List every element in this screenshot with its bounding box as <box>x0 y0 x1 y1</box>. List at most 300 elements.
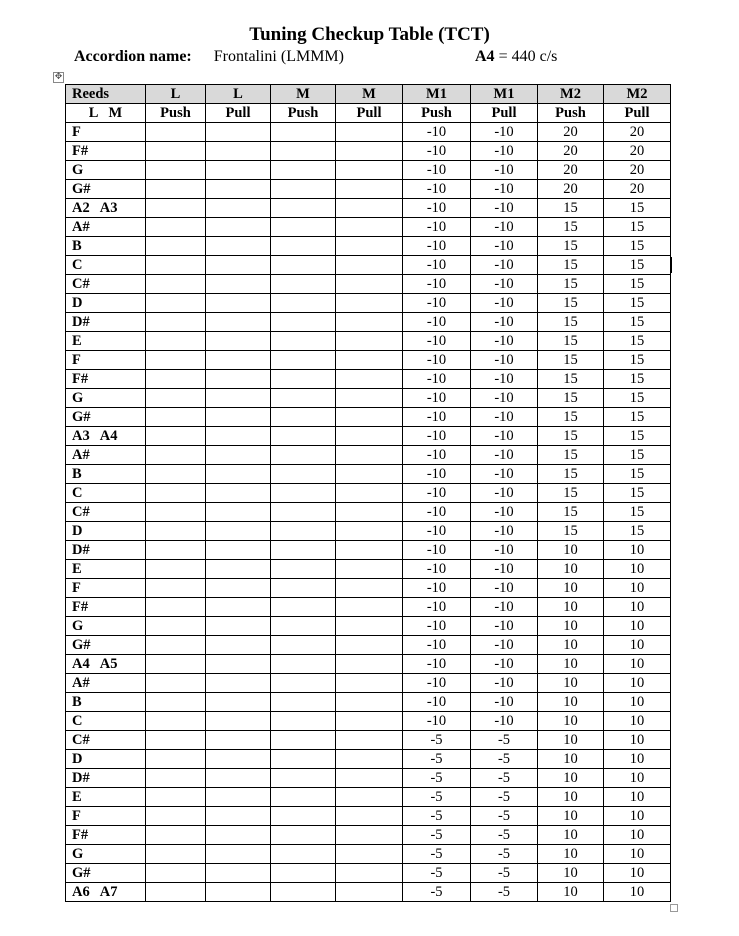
note-cell[interactable]: G <box>66 845 146 864</box>
tuning-value-cell[interactable] <box>336 199 403 218</box>
tuning-value-cell[interactable] <box>336 351 403 370</box>
tuning-value-cell[interactable]: 15 <box>538 199 604 218</box>
tuning-value-cell[interactable] <box>146 522 206 541</box>
tuning-value-cell[interactable] <box>336 845 403 864</box>
tuning-value-cell[interactable] <box>146 142 206 161</box>
tuning-value-cell[interactable] <box>206 465 271 484</box>
tuning-value-cell[interactable]: 20 <box>538 180 604 199</box>
tuning-value-cell[interactable] <box>336 598 403 617</box>
tuning-value-cell[interactable]: 10 <box>604 712 671 731</box>
tuning-value-cell[interactable] <box>206 180 271 199</box>
tuning-value-cell[interactable] <box>206 484 271 503</box>
tuning-value-cell[interactable]: -10 <box>403 332 471 351</box>
note-cell[interactable]: D <box>66 522 146 541</box>
tuning-value-cell[interactable] <box>271 864 336 883</box>
tuning-value-cell[interactable] <box>146 275 206 294</box>
tuning-value-cell[interactable] <box>146 579 206 598</box>
tuning-value-cell[interactable] <box>336 123 403 142</box>
tuning-value-cell[interactable]: 20 <box>538 142 604 161</box>
tuning-value-cell[interactable] <box>271 883 336 902</box>
tuning-value-cell[interactable]: -10 <box>403 712 471 731</box>
note-cell[interactable]: B <box>66 237 146 256</box>
tuning-value-cell[interactable]: -5 <box>471 769 538 788</box>
tuning-value-cell[interactable]: -10 <box>403 237 471 256</box>
tuning-value-cell[interactable]: -10 <box>471 370 538 389</box>
tuning-value-cell[interactable] <box>271 123 336 142</box>
tuning-value-cell[interactable] <box>336 427 403 446</box>
tuning-value-cell[interactable] <box>271 180 336 199</box>
tuning-value-cell[interactable] <box>336 389 403 408</box>
note-cell[interactable]: C <box>66 484 146 503</box>
tuning-value-cell[interactable]: -10 <box>403 598 471 617</box>
tuning-value-cell[interactable]: 10 <box>538 712 604 731</box>
accordion-name-value[interactable] <box>198 47 412 67</box>
tuning-value-cell[interactable] <box>146 845 206 864</box>
tuning-value-cell[interactable]: -5 <box>471 731 538 750</box>
tuning-value-cell[interactable]: -10 <box>471 617 538 636</box>
tuning-value-cell[interactable] <box>206 541 271 560</box>
tuning-value-cell[interactable]: 10 <box>538 693 604 712</box>
tuning-value-cell[interactable] <box>336 674 403 693</box>
note-cell[interactable]: A4 A5 <box>66 655 146 674</box>
note-cell[interactable]: A6 A7 <box>66 883 146 902</box>
note-cell[interactable]: G <box>66 161 146 180</box>
tuning-value-cell[interactable]: 10 <box>604 788 671 807</box>
tuning-value-cell[interactable]: 10 <box>604 826 671 845</box>
tuning-value-cell[interactable] <box>336 883 403 902</box>
note-cell[interactable]: C# <box>66 731 146 750</box>
tuning-value-cell[interactable] <box>146 237 206 256</box>
tuning-value-cell[interactable] <box>336 655 403 674</box>
tuning-value-cell[interactable]: -10 <box>471 522 538 541</box>
tuning-value-cell[interactable]: -10 <box>403 218 471 237</box>
tuning-value-cell[interactable]: -10 <box>471 332 538 351</box>
tuning-value-cell[interactable]: 15 <box>604 503 671 522</box>
tuning-value-cell[interactable] <box>271 389 336 408</box>
tuning-value-cell[interactable] <box>336 503 403 522</box>
tuning-value-cell[interactable] <box>336 807 403 826</box>
tuning-value-cell[interactable]: -10 <box>403 465 471 484</box>
tuning-value-cell[interactable]: -10 <box>471 598 538 617</box>
tuning-value-cell[interactable] <box>146 655 206 674</box>
tuning-value-cell[interactable]: 10 <box>604 883 671 902</box>
tuning-value-cell[interactable]: 10 <box>604 636 671 655</box>
tuning-value-cell[interactable]: -10 <box>471 655 538 674</box>
tuning-value-cell[interactable]: 20 <box>604 161 671 180</box>
tuning-value-cell[interactable] <box>336 142 403 161</box>
tuning-value-cell[interactable] <box>271 503 336 522</box>
tuning-value-cell[interactable] <box>271 522 336 541</box>
tuning-value-cell[interactable] <box>271 275 336 294</box>
tuning-value-cell[interactable] <box>206 731 271 750</box>
tuning-value-cell[interactable] <box>146 408 206 427</box>
note-cell[interactable]: F <box>66 807 146 826</box>
tuning-value-cell[interactable]: 10 <box>604 598 671 617</box>
tuning-value-cell[interactable] <box>206 123 271 142</box>
tuning-value-cell[interactable] <box>336 313 403 332</box>
tuning-value-cell[interactable] <box>336 560 403 579</box>
note-cell[interactable]: A# <box>66 218 146 237</box>
tuning-value-cell[interactable]: -10 <box>403 560 471 579</box>
tuning-value-cell[interactable] <box>206 636 271 655</box>
tuning-value-cell[interactable]: 15 <box>604 237 671 256</box>
note-cell[interactable]: E <box>66 560 146 579</box>
tuning-value-cell[interactable]: 15 <box>604 256 671 275</box>
tuning-value-cell[interactable] <box>271 446 336 465</box>
tuning-value-cell[interactable]: -10 <box>471 408 538 427</box>
tuning-value-cell[interactable] <box>336 788 403 807</box>
tuning-value-cell[interactable]: -10 <box>471 674 538 693</box>
note-cell[interactable]: F# <box>66 370 146 389</box>
tuning-value-cell[interactable] <box>206 579 271 598</box>
tuning-value-cell[interactable] <box>336 446 403 465</box>
tuning-value-cell[interactable] <box>336 332 403 351</box>
note-cell[interactable]: G <box>66 617 146 636</box>
tuning-value-cell[interactable]: -10 <box>471 560 538 579</box>
table-move-handle-icon[interactable]: ✥ <box>54 72 63 82</box>
note-cell[interactable]: D <box>66 294 146 313</box>
note-cell[interactable]: C# <box>66 275 146 294</box>
tuning-value-cell[interactable]: -5 <box>471 788 538 807</box>
tuning-value-cell[interactable]: 10 <box>604 845 671 864</box>
tuning-value-cell[interactable]: 15 <box>538 294 604 313</box>
tuning-value-cell[interactable]: -10 <box>403 161 471 180</box>
tuning-value-cell[interactable] <box>206 275 271 294</box>
tuning-value-cell[interactable]: 10 <box>604 541 671 560</box>
note-cell[interactable]: C# <box>66 503 146 522</box>
tuning-value-cell[interactable]: 15 <box>604 408 671 427</box>
tuning-value-cell[interactable] <box>271 826 336 845</box>
tuning-value-cell[interactable] <box>206 693 271 712</box>
tuning-value-cell[interactable]: 15 <box>604 370 671 389</box>
note-cell[interactable]: D <box>66 750 146 769</box>
tuning-value-cell[interactable] <box>206 617 271 636</box>
note-cell[interactable]: B <box>66 693 146 712</box>
tuning-value-cell[interactable] <box>336 769 403 788</box>
tuning-value-cell[interactable]: 15 <box>538 256 604 275</box>
tuning-value-cell[interactable]: -5 <box>403 826 471 845</box>
tuning-value-cell[interactable]: 10 <box>538 598 604 617</box>
note-cell[interactable]: D# <box>66 541 146 560</box>
tuning-value-cell[interactable]: 10 <box>538 579 604 598</box>
note-cell[interactable]: F# <box>66 826 146 845</box>
tuning-value-cell[interactable]: 15 <box>538 465 604 484</box>
note-cell[interactable]: A# <box>66 674 146 693</box>
tuning-value-cell[interactable] <box>271 674 336 693</box>
note-cell[interactable]: G# <box>66 180 146 199</box>
note-cell[interactable]: F <box>66 351 146 370</box>
tuning-value-cell[interactable] <box>336 370 403 389</box>
tuning-value-cell[interactable]: 10 <box>604 807 671 826</box>
tuning-value-cell[interactable]: 20 <box>604 142 671 161</box>
tuning-value-cell[interactable]: -10 <box>471 465 538 484</box>
tuning-value-cell[interactable] <box>271 845 336 864</box>
tuning-value-cell[interactable]: -10 <box>403 408 471 427</box>
tuning-value-cell[interactable] <box>271 731 336 750</box>
tuning-value-cell[interactable] <box>271 313 336 332</box>
tuning-value-cell[interactable]: -10 <box>403 636 471 655</box>
tuning-value-cell[interactable]: -5 <box>403 788 471 807</box>
tuning-value-cell[interactable]: -10 <box>471 123 538 142</box>
tuning-value-cell[interactable]: -10 <box>403 180 471 199</box>
tuning-value-cell[interactable] <box>146 731 206 750</box>
tuning-value-cell[interactable]: 10 <box>538 788 604 807</box>
tuning-value-cell[interactable] <box>146 180 206 199</box>
tuning-value-cell[interactable] <box>271 161 336 180</box>
tuning-value-cell[interactable]: -5 <box>403 864 471 883</box>
tuning-value-cell[interactable]: 15 <box>604 313 671 332</box>
tuning-value-cell[interactable]: -10 <box>471 199 538 218</box>
note-cell[interactable]: G# <box>66 864 146 883</box>
tuning-value-cell[interactable]: -10 <box>403 427 471 446</box>
tuning-value-cell[interactable] <box>206 750 271 769</box>
tuning-value-cell[interactable] <box>146 693 206 712</box>
tuning-value-cell[interactable] <box>206 199 271 218</box>
tuning-value-cell[interactable]: 20 <box>604 180 671 199</box>
tuning-value-cell[interactable]: -10 <box>471 294 538 313</box>
tuning-value-cell[interactable]: -5 <box>403 769 471 788</box>
tuning-value-cell[interactable]: 15 <box>538 503 604 522</box>
tuning-value-cell[interactable]: -5 <box>471 826 538 845</box>
tuning-value-cell[interactable]: 15 <box>604 465 671 484</box>
tuning-value-cell[interactable]: 10 <box>604 731 671 750</box>
tuning-value-cell[interactable]: -10 <box>403 142 471 161</box>
tuning-value-cell[interactable] <box>206 807 271 826</box>
tuning-value-cell[interactable] <box>271 560 336 579</box>
tuning-value-cell[interactable]: 15 <box>538 370 604 389</box>
tuning-value-cell[interactable] <box>336 541 403 560</box>
tuning-value-cell[interactable]: 15 <box>538 408 604 427</box>
tuning-value-cell[interactable] <box>206 674 271 693</box>
tuning-value-cell[interactable] <box>206 313 271 332</box>
tuning-value-cell[interactable] <box>146 465 206 484</box>
tuning-value-cell[interactable] <box>271 256 336 275</box>
tuning-value-cell[interactable]: -10 <box>471 180 538 199</box>
tuning-value-cell[interactable]: 15 <box>604 484 671 503</box>
tuning-value-cell[interactable]: 15 <box>538 446 604 465</box>
note-cell[interactable]: A3 A4 <box>66 427 146 446</box>
tuning-value-cell[interactable] <box>146 541 206 560</box>
tuning-value-cell[interactable]: 15 <box>604 446 671 465</box>
tuning-value-cell[interactable] <box>206 237 271 256</box>
tuning-value-cell[interactable] <box>336 408 403 427</box>
tuning-value-cell[interactable] <box>206 332 271 351</box>
tuning-value-cell[interactable]: -10 <box>471 256 538 275</box>
note-cell[interactable]: F# <box>66 598 146 617</box>
tuning-value-cell[interactable]: 15 <box>604 199 671 218</box>
tuning-value-cell[interactable] <box>271 142 336 161</box>
tuning-value-cell[interactable] <box>271 218 336 237</box>
tuning-value-cell[interactable]: 15 <box>538 275 604 294</box>
tuning-value-cell[interactable] <box>146 161 206 180</box>
tuning-value-cell[interactable] <box>146 750 206 769</box>
tuning-value-cell[interactable] <box>146 446 206 465</box>
tuning-value-cell[interactable] <box>146 503 206 522</box>
note-cell[interactable]: F <box>66 579 146 598</box>
tuning-value-cell[interactable]: 10 <box>604 579 671 598</box>
tuning-value-cell[interactable] <box>146 674 206 693</box>
tuning-value-cell[interactable]: 15 <box>538 218 604 237</box>
tuning-value-cell[interactable]: -5 <box>471 807 538 826</box>
tuning-value-cell[interactable] <box>206 655 271 674</box>
tuning-value-cell[interactable] <box>146 484 206 503</box>
tuning-value-cell[interactable] <box>271 579 336 598</box>
tuning-value-cell[interactable]: -10 <box>403 351 471 370</box>
tuning-value-cell[interactable]: 15 <box>538 389 604 408</box>
tuning-value-cell[interactable] <box>146 883 206 902</box>
tuning-value-cell[interactable]: 10 <box>604 655 671 674</box>
tuning-value-cell[interactable] <box>146 389 206 408</box>
tuning-value-cell[interactable] <box>146 636 206 655</box>
tuning-value-cell[interactable]: 15 <box>538 237 604 256</box>
tuning-value-cell[interactable] <box>206 826 271 845</box>
tuning-value-cell[interactable] <box>336 237 403 256</box>
tuning-value-cell[interactable]: -5 <box>471 883 538 902</box>
tuning-value-cell[interactable]: -5 <box>471 864 538 883</box>
tuning-value-cell[interactable] <box>146 560 206 579</box>
tuning-value-cell[interactable]: -10 <box>471 484 538 503</box>
tuning-value-cell[interactable]: 10 <box>538 541 604 560</box>
tuning-value-cell[interactable] <box>336 731 403 750</box>
tuning-value-cell[interactable] <box>206 845 271 864</box>
tuning-value-cell[interactable] <box>336 465 403 484</box>
tuning-value-cell[interactable]: 15 <box>604 522 671 541</box>
tuning-value-cell[interactable] <box>206 522 271 541</box>
note-cell[interactable]: A2 A3 <box>66 199 146 218</box>
tuning-value-cell[interactable] <box>336 636 403 655</box>
tuning-value-cell[interactable]: -10 <box>403 655 471 674</box>
note-cell[interactable]: A# <box>66 446 146 465</box>
tuning-value-cell[interactable]: -10 <box>403 446 471 465</box>
note-cell[interactable]: G# <box>66 636 146 655</box>
tuning-value-cell[interactable] <box>146 826 206 845</box>
tuning-value-cell[interactable] <box>271 636 336 655</box>
tuning-value-cell[interactable] <box>336 712 403 731</box>
tuning-value-cell[interactable]: 15 <box>604 218 671 237</box>
note-cell[interactable]: E <box>66 332 146 351</box>
tuning-value-cell[interactable] <box>146 788 206 807</box>
tuning-value-cell[interactable] <box>146 313 206 332</box>
note-cell[interactable]: B <box>66 465 146 484</box>
tuning-value-cell[interactable] <box>271 598 336 617</box>
tuning-value-cell[interactable] <box>336 864 403 883</box>
tuning-value-cell[interactable]: -10 <box>471 693 538 712</box>
tuning-value-cell[interactable]: -10 <box>403 294 471 313</box>
note-cell[interactable]: E <box>66 788 146 807</box>
tuning-value-cell[interactable]: -10 <box>471 218 538 237</box>
tuning-value-cell[interactable] <box>206 370 271 389</box>
tuning-value-cell[interactable] <box>206 883 271 902</box>
tuning-value-cell[interactable]: 15 <box>604 294 671 313</box>
tuning-value-cell[interactable] <box>271 807 336 826</box>
tuning-value-cell[interactable]: -5 <box>403 807 471 826</box>
tuning-value-cell[interactable] <box>206 256 271 275</box>
tuning-value-cell[interactable]: 10 <box>604 674 671 693</box>
tuning-value-cell[interactable]: 15 <box>538 332 604 351</box>
tuning-value-cell[interactable] <box>271 655 336 674</box>
tuning-value-cell[interactable]: -10 <box>403 522 471 541</box>
tuning-value-cell[interactable]: 10 <box>538 560 604 579</box>
tuning-value-cell[interactable]: -10 <box>471 579 538 598</box>
tuning-value-cell[interactable]: -10 <box>403 674 471 693</box>
tuning-value-cell[interactable] <box>206 351 271 370</box>
tuning-value-cell[interactable]: -5 <box>403 883 471 902</box>
tuning-value-cell[interactable]: -10 <box>471 275 538 294</box>
tuning-value-cell[interactable] <box>336 693 403 712</box>
tuning-value-cell[interactable]: 10 <box>538 750 604 769</box>
tuning-value-cell[interactable]: 20 <box>538 123 604 142</box>
tuning-value-cell[interactable]: -5 <box>403 750 471 769</box>
tuning-value-cell[interactable]: -5 <box>471 845 538 864</box>
tuning-value-cell[interactable] <box>336 750 403 769</box>
tuning-value-cell[interactable] <box>206 408 271 427</box>
note-cell[interactable]: F# <box>66 142 146 161</box>
tuning-value-cell[interactable] <box>336 180 403 199</box>
tuning-value-cell[interactable] <box>336 256 403 275</box>
tuning-value-cell[interactable]: 10 <box>604 560 671 579</box>
tuning-value-cell[interactable] <box>146 218 206 237</box>
tuning-value-cell[interactable]: -5 <box>403 731 471 750</box>
tuning-value-cell[interactable] <box>146 807 206 826</box>
tuning-value-cell[interactable] <box>271 351 336 370</box>
tuning-value-cell[interactable]: -10 <box>471 313 538 332</box>
tuning-value-cell[interactable] <box>146 123 206 142</box>
tuning-value-cell[interactable] <box>206 503 271 522</box>
tuning-value-cell[interactable] <box>146 617 206 636</box>
tuning-value-cell[interactable]: 15 <box>538 427 604 446</box>
tuning-value-cell[interactable] <box>336 275 403 294</box>
tuning-value-cell[interactable]: -10 <box>471 541 538 560</box>
tuning-value-cell[interactable] <box>336 617 403 636</box>
tuning-value-cell[interactable]: 10 <box>604 750 671 769</box>
tuning-value-cell[interactable] <box>336 826 403 845</box>
tuning-value-cell[interactable] <box>206 142 271 161</box>
table-resize-handle[interactable] <box>670 904 678 912</box>
tuning-value-cell[interactable] <box>336 218 403 237</box>
note-cell[interactable]: C <box>66 256 146 275</box>
tuning-value-cell[interactable] <box>336 522 403 541</box>
tuning-value-cell[interactable]: -10 <box>403 256 471 275</box>
tuning-value-cell[interactable] <box>336 484 403 503</box>
tuning-value-cell[interactable] <box>206 161 271 180</box>
tuning-value-cell[interactable]: -10 <box>403 199 471 218</box>
tuning-value-cell[interactable] <box>271 294 336 313</box>
tuning-value-cell[interactable] <box>146 712 206 731</box>
tuning-value-cell[interactable]: 15 <box>604 332 671 351</box>
tuning-value-cell[interactable] <box>146 598 206 617</box>
tuning-value-cell[interactable]: -10 <box>403 503 471 522</box>
tuning-value-cell[interactable] <box>146 294 206 313</box>
tuning-value-cell[interactable]: -10 <box>471 446 538 465</box>
note-cell[interactable]: G# <box>66 408 146 427</box>
tuning-value-cell[interactable]: 10 <box>538 826 604 845</box>
tuning-value-cell[interactable]: 10 <box>538 883 604 902</box>
tuning-value-cell[interactable] <box>206 769 271 788</box>
tuning-value-cell[interactable]: -10 <box>403 693 471 712</box>
tuning-value-cell[interactable] <box>146 427 206 446</box>
tuning-value-cell[interactable] <box>206 712 271 731</box>
tuning-value-cell[interactable]: 20 <box>538 161 604 180</box>
tuning-value-cell[interactable]: 10 <box>604 693 671 712</box>
tuning-value-cell[interactable] <box>271 465 336 484</box>
tuning-value-cell[interactable]: 10 <box>538 864 604 883</box>
tuning-value-cell[interactable]: 10 <box>538 845 604 864</box>
tuning-value-cell[interactable] <box>271 427 336 446</box>
tuning-value-cell[interactable]: -10 <box>471 503 538 522</box>
tuning-value-cell[interactable] <box>271 712 336 731</box>
tuning-value-cell[interactable]: -10 <box>403 370 471 389</box>
tuning-value-cell[interactable] <box>146 256 206 275</box>
